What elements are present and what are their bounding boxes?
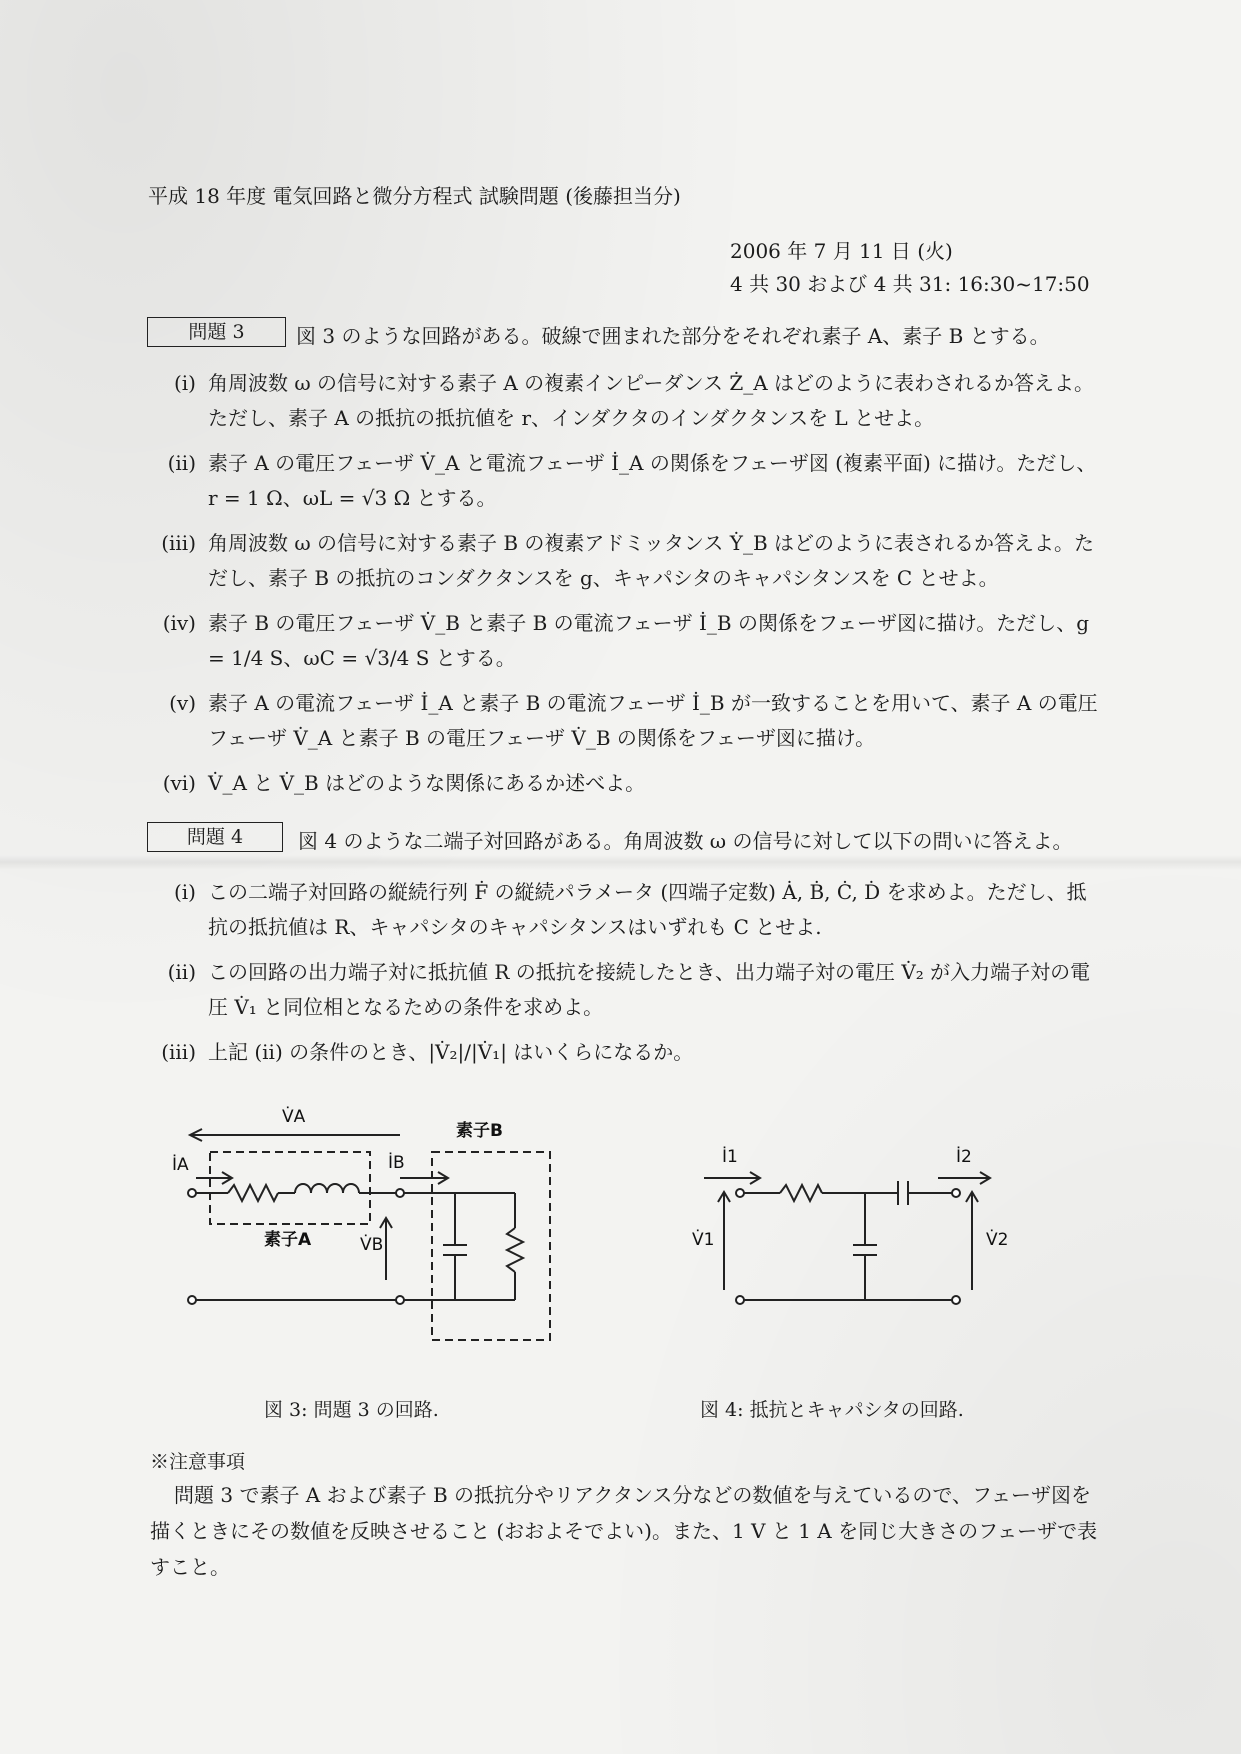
inductor-a (295, 1184, 359, 1193)
problem3-item (161, 526, 1098, 596)
element-a-box (210, 1152, 370, 1224)
label-vb: V̇B (360, 1235, 384, 1255)
label-element-a: 素子A (264, 1230, 312, 1250)
terminal (188, 1189, 196, 1197)
item-number: (ii) (167, 451, 196, 475)
terminal (396, 1296, 404, 1304)
item-text: 上記 (ii) の条件のとき、|V̇₂|/|V̇₁| はいくらになるか。 (208, 1040, 694, 1064)
notes-body: 問題 3 で素子 A および素子 B の抵抗分やリアクタンス分などの数値を与えているので、フェーザ図を描くときにその数値を反映させること (おおよそでよい)。また、1 V と 1 A を同じ大きさのフェーザで表すこと。 (150, 1483, 1098, 1579)
problem4-label: 問題 4 (147, 822, 283, 852)
resistor-r (780, 1185, 822, 1201)
item-text: 素子 A の電流フェーザ İ_A と素子 B の電流フェーザ İ_B が一致することを用いて、素子 A の電圧フェーザ V̇_A と素子 B の電圧フェーザ V̇_B の関係をフェーザ図に描け。 (208, 691, 1098, 750)
figure4-caption: 図 4: 抵抗とキャパシタの回路. (700, 1399, 964, 1421)
label-i2: İ2 (956, 1147, 972, 1167)
problem3-item (167, 446, 1098, 516)
label-ia: İA (172, 1155, 189, 1175)
figure3-circuit (160, 1100, 580, 1350)
label-i1: İ1 (722, 1147, 738, 1167)
item-number: (i) (173, 880, 196, 904)
figure4-circuit (680, 1100, 1020, 1330)
problem3-item (169, 686, 1098, 756)
resistor-b (507, 1228, 523, 1272)
terminal (736, 1189, 744, 1197)
label-element-b: 素子B (456, 1121, 503, 1141)
item-number: (vi) (162, 771, 196, 795)
terminal (952, 1189, 960, 1197)
item-text: 素子 B の電圧フェーザ V̇_B と素子 B の電流フェーザ İ_B の関係をフェーザ図に描け。ただし、g = 1/4 S、ωC = √3/4 S とする。 (208, 611, 1089, 670)
problem4-item (161, 1035, 1098, 1070)
resistor-a (228, 1185, 278, 1201)
label-va: V̇A (282, 1107, 306, 1127)
item-number: (iii) (161, 1040, 196, 1064)
problem3-item (162, 606, 1098, 676)
item-text: 素子 A の電圧フェーザ V̇_A と電流フェーザ İ_A の関係をフェーザ図 (複素平面) に描け。ただし、r = 1 Ω、ωL = √3 Ω とする。 (208, 451, 1097, 510)
terminal (952, 1296, 960, 1304)
problem3-intro: 図 3 のような回路がある。破線で囲まれた部分をそれぞれ素子 A、素子 B とする。 (296, 324, 1050, 348)
item-text: V̇_A と V̇_B はどのような関係にあるか述べよ。 (208, 771, 646, 795)
problem4-intro: 図 4 のような二端子対回路がある。角周波数 ω の信号に対して以下の問いに答えよ。 (298, 829, 1073, 853)
label-ib: İB (388, 1153, 405, 1173)
problem4-item (167, 955, 1098, 1025)
label-v1: V̇1 (692, 1230, 715, 1250)
item-number: (iv) (162, 611, 196, 635)
exam-room-time: 4 共 30 および 4 共 31: 16:30~17:50 (730, 272, 1090, 296)
terminal (396, 1189, 404, 1197)
item-text: 角周波数 ω の信号に対する素子 A の複素インピーダンス Ż_A はどのように表わされるか答えよ。ただし、素子 A の抵抗の抵抗値を r、インダクタのインダクタンスを L とせよ。 (208, 371, 1095, 430)
item-number: (v) (169, 691, 196, 715)
figure3-caption: 図 3: 問題 3 の回路. (264, 1399, 439, 1421)
item-text: 角周波数 ω の信号に対する素子 B の複素アドミッタンス Ẏ_B はどのように表されるか答えよ。ただし、素子 B の抵抗のコンダクタンスを g、キャパシタのキャパシタンスを C とせよ。 (208, 531, 1095, 590)
problem3-label: 問題 3 (147, 317, 286, 347)
terminal (188, 1296, 196, 1304)
exam-title: 平成 18 年度 電気回路と微分方程式 試験問題 (後藤担当分) (148, 184, 681, 208)
notes-heading: ※注意事項 (150, 1451, 246, 1473)
problem3-item (173, 366, 1098, 436)
item-number: (ii) (167, 960, 196, 984)
problem4-item (173, 875, 1098, 945)
problem3-item (162, 766, 1098, 801)
item-number: (iii) (161, 531, 196, 555)
exam-date: 2006 年 7 月 11 日 (火) (730, 239, 953, 263)
terminal (736, 1296, 744, 1304)
label-v2: V̇2 (986, 1230, 1009, 1250)
item-text: この二端子対回路の縦続行列 Ḟ の縦続パラメータ (四端子定数) Ȧ, Ḃ, Ċ, Ḋ を求めよ。ただし、抵抗の抵抗値は R、キャパシタのキャパシタンスはいずれも C とせよ. (208, 880, 1087, 939)
item-text: この回路の出力端子対に抵抗値 R の抵抗を接続したとき、出力端子対の電圧 V̇₂ が入力端子対の電圧 V̇₁ と同位相となるための条件を求めよ。 (208, 960, 1091, 1019)
item-number: (i) (173, 371, 196, 395)
